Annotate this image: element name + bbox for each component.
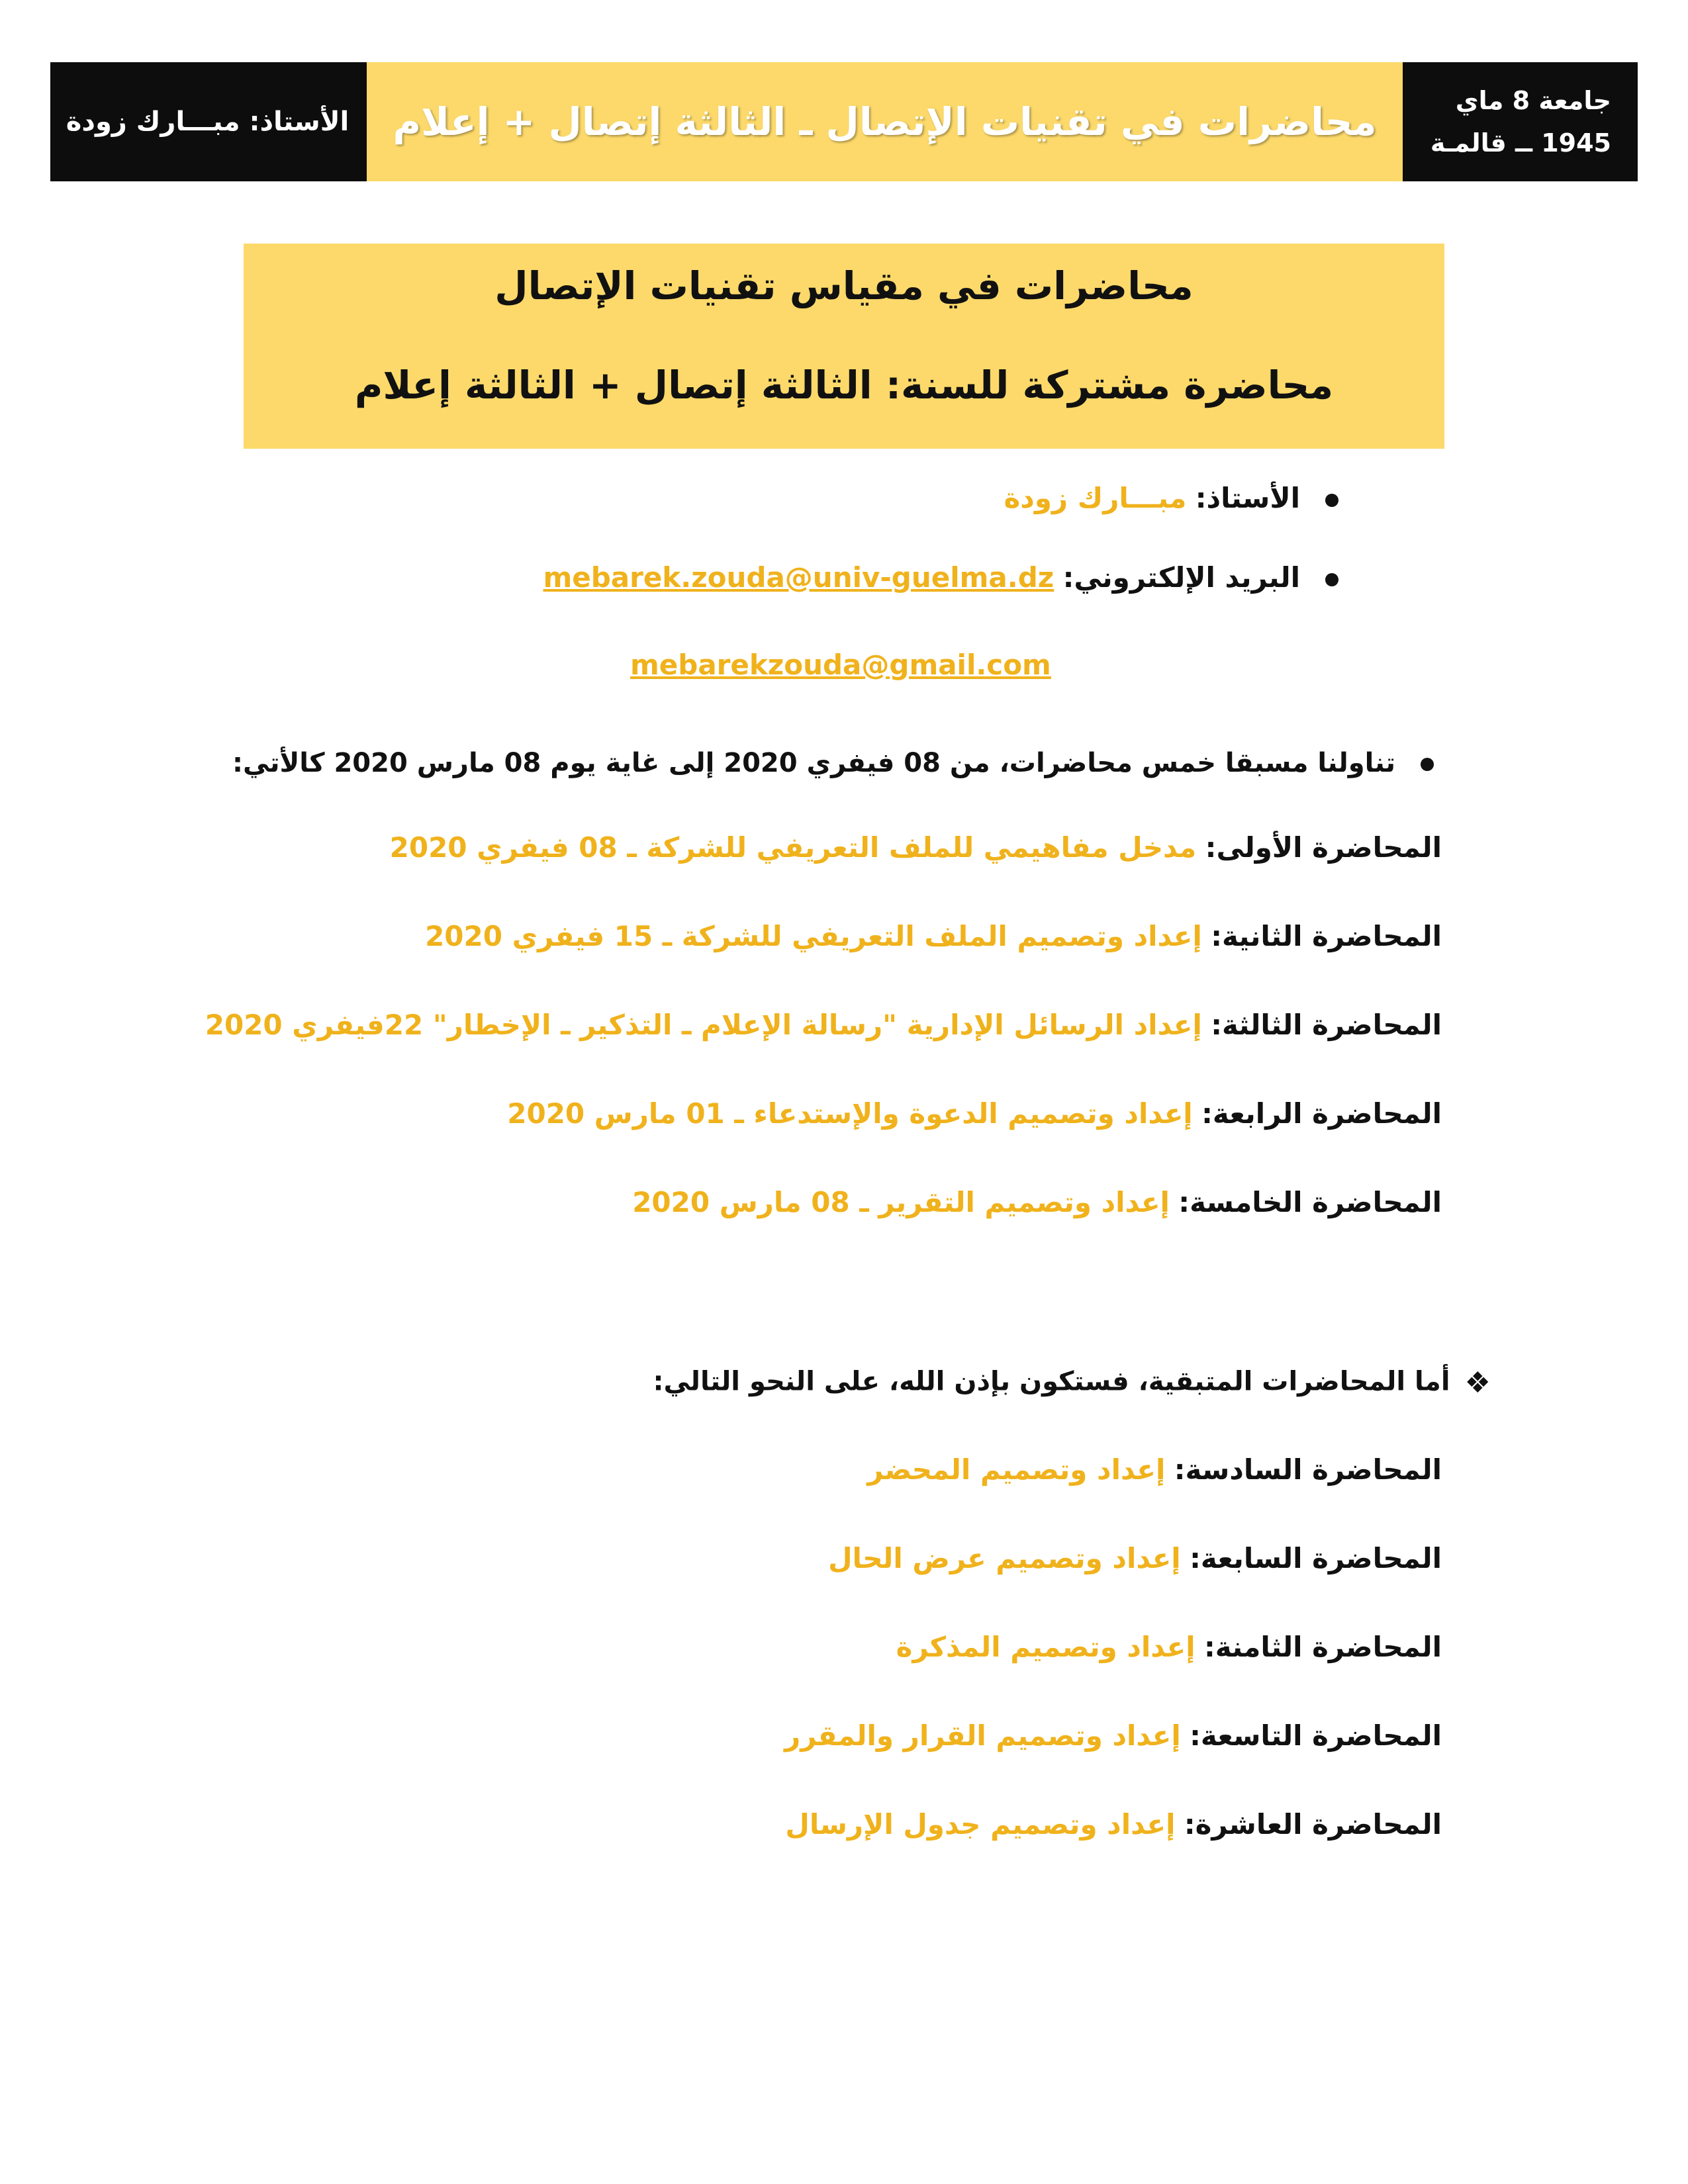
- lecture-label: المحاضرة الخامسة:: [1178, 1186, 1442, 1218]
- lecture-label: المحاضرة الثامنة:: [1204, 1631, 1442, 1663]
- lecture-title: إعداد وتصميم التقرير ـ 08 مارس 2020: [632, 1186, 1170, 1218]
- email-secondary-line: [630, 649, 1051, 681]
- lecture-title: إعداد وتصميم المذكرة: [896, 1631, 1196, 1663]
- professor-label: الأستاذ:: [1195, 482, 1300, 514]
- university-line-1: جامعة 8 ماي: [1455, 86, 1611, 115]
- header-university: [1405, 62, 1638, 181]
- university-line-2: 1945 ــ قالمـة: [1430, 128, 1611, 158]
- lecture-label: المحاضرة السادسة:: [1174, 1453, 1442, 1486]
- lecture-label: المحاضرة التاسعة:: [1190, 1719, 1442, 1752]
- past-lecture-4: [507, 1097, 1442, 1130]
- lecture-title: إعداد وتصميم المحضر: [867, 1453, 1166, 1486]
- bullet-icon: [1325, 494, 1338, 507]
- past-lecture-2: [425, 920, 1442, 952]
- past-lecture-3: [205, 1009, 1442, 1041]
- diamond-bullet-icon: ❖: [1464, 1366, 1491, 1400]
- lecture-title: إعداد وتصميم عرض الحال: [828, 1542, 1181, 1574]
- bullet-icon: [1421, 758, 1434, 771]
- past-lectures-intro: [232, 748, 1434, 778]
- professor-name: مبـــارك زودة: [1004, 482, 1187, 514]
- lecture-title: إعداد وتصميم جدول الإرسال: [785, 1808, 1176, 1841]
- lecture-label: المحاضرة الثانية:: [1211, 920, 1442, 952]
- past-intro-text: تناولنا مسبقا خمس محاضرات، من 08 فيفري 2020 إلى غاية يوم 08 مارس 2020 كالأتي:: [232, 748, 1395, 778]
- email-line: [543, 561, 1338, 594]
- lecture-title: إعداد وتصميم القرار والمقرر: [784, 1719, 1181, 1752]
- past-lecture-1: [390, 831, 1442, 864]
- lecture-label: المحاضرة الثالثة:: [1211, 1009, 1442, 1041]
- remaining-lecture-7: [828, 1542, 1442, 1574]
- lecture-title: مدخل مفاهيمي للملف التعريفي للشركة ـ 08 فيفري 2020: [389, 831, 1197, 864]
- remaining-lecture-10: [785, 1808, 1442, 1841]
- email-secondary-link[interactable]: mebarekzouda@gmail.com: [630, 649, 1051, 681]
- lecture-title: إعداد وتصميم الدعوة والإستدعاء ـ 01 مارس 2020: [507, 1097, 1193, 1130]
- main-subtitle: محاضرة مشتركة للسنة: الثالثة إتصال + الثالثة إعلام: [354, 363, 1334, 408]
- remaining-lectures-intro: [653, 1366, 1491, 1400]
- past-lecture-5: [632, 1186, 1442, 1218]
- lecture-label: المحاضرة الأولى:: [1205, 831, 1442, 864]
- email-label: البريد الإلكتروني:: [1062, 561, 1300, 594]
- header-title: محاضرات في تقنيات الإتصال ـ الثالثة إتصال + إعلام: [393, 99, 1377, 144]
- main-title: محاضرات في مقياس تقنيات الإتصال: [494, 263, 1194, 308]
- remaining-lecture-8: [896, 1631, 1442, 1663]
- remaining-intro-text: أما المحاضرات المتبقية، فستكون بإذن الله، على النحو التالي:: [653, 1366, 1450, 1397]
- lecture-label: المحاضرة الرابعة:: [1201, 1097, 1442, 1130]
- email-primary-link[interactable]: mebarek.zouda@univ-guelma.dz: [543, 561, 1055, 594]
- lecture-title: إعداد وتصميم الملف التعريفي للشركة ـ 15 فيفري 2020: [425, 920, 1202, 952]
- remaining-lecture-9: [784, 1719, 1442, 1752]
- professor-line: [1004, 482, 1338, 514]
- lecture-label: المحاضرة السابعة:: [1190, 1542, 1442, 1574]
- remaining-lecture-6: [867, 1453, 1442, 1486]
- lecture-label: المحاضرة العاشرة:: [1184, 1808, 1442, 1841]
- header-title-box: [365, 62, 1405, 181]
- main-title-box: [244, 244, 1444, 449]
- lecture-title: إعداد الرسائل الإدارية "رسالة الإعلام ـ التذكير ـ الإخطار" 22فيفري 2020: [205, 1009, 1202, 1041]
- header-professor: الأستاذ: مبـــارك زودة: [66, 107, 350, 137]
- bullet-icon: [1325, 573, 1338, 586]
